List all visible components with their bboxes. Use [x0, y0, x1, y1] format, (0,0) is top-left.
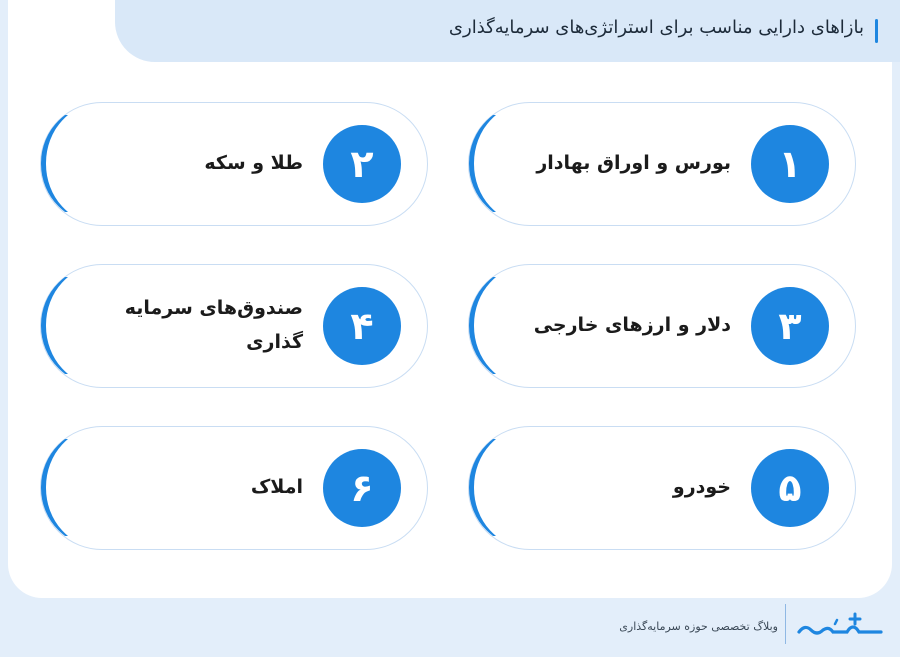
card-4 — [40, 264, 428, 388]
card-label: بورس و اوراق بهادار — [536, 151, 731, 174]
footer-divider — [785, 604, 786, 644]
card-number-badge: ۶ — [323, 449, 401, 527]
card-3 — [468, 264, 856, 388]
card-number-badge: ۲ — [323, 125, 401, 203]
header-accent-bar — [875, 19, 878, 43]
card-6 — [40, 426, 428, 550]
card-label: صندوق‌های سرمایه گذاری — [124, 297, 303, 353]
card-label: طلا و سکه — [204, 151, 303, 174]
card-label: دلار و ارزهای خارجی — [533, 313, 731, 336]
card-5 — [468, 426, 856, 550]
sarmayegozar-logo-icon — [795, 608, 885, 642]
footer-tagline: وبلاگ تخصصی حوزه سرمایه‌گذاری — [619, 620, 778, 633]
card-2 — [40, 102, 428, 226]
card-label: خودرو — [672, 475, 731, 498]
page-title: بازاهای دارایی مناسب برای استراتژی‌های سرمایه‌گذاری — [448, 17, 864, 38]
card-number-badge: ۵ — [751, 449, 829, 527]
card-number-badge: ۴ — [323, 287, 401, 365]
card-1 — [468, 102, 856, 226]
card-label: املاک — [250, 475, 303, 498]
header-banner — [115, 0, 900, 62]
card-number-badge: ۱ — [751, 125, 829, 203]
card-number-badge: ۳ — [751, 287, 829, 365]
